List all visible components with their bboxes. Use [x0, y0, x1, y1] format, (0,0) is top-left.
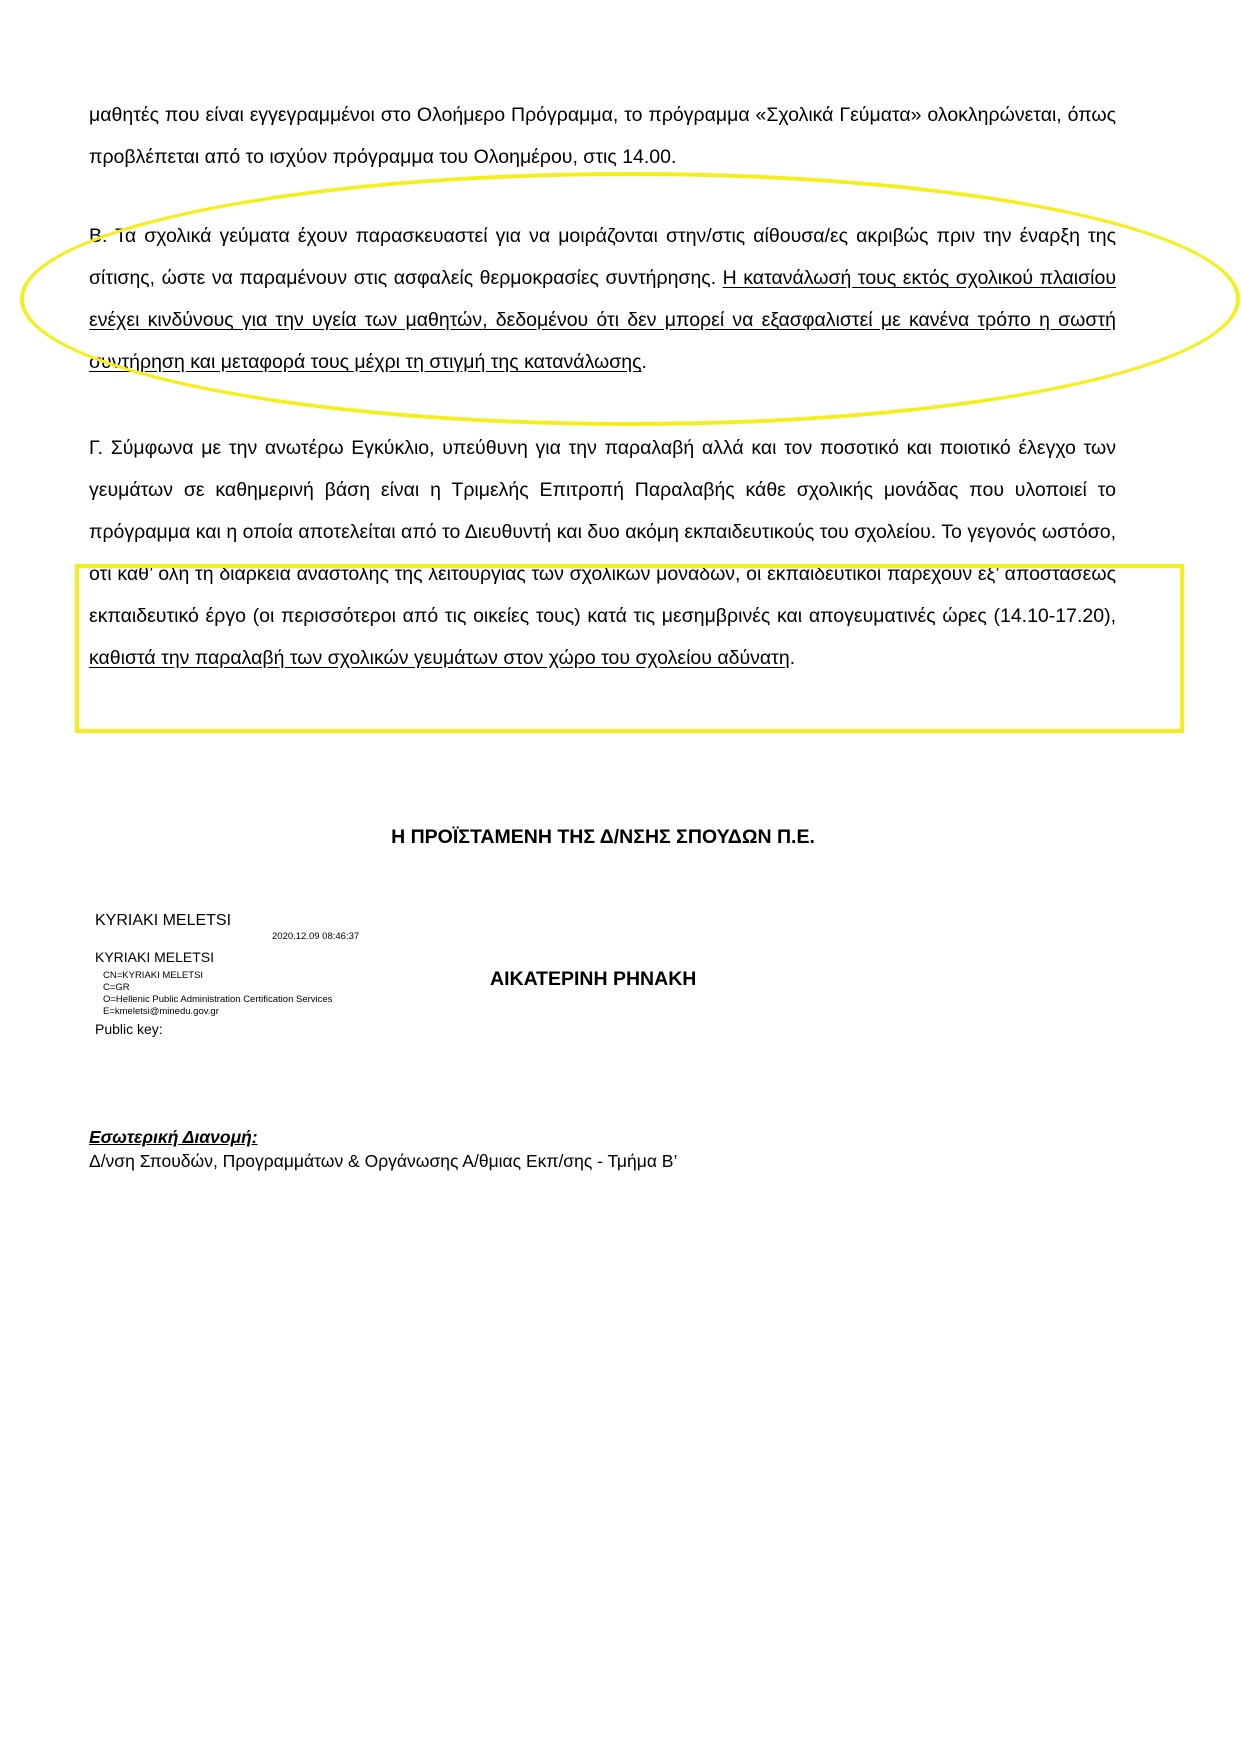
paragraph-c-end: .	[789, 647, 796, 669]
cert-organization: O=Hellenic Public Administration Certification Services	[103, 994, 333, 1005]
cert-email: E=kmeletsi@minedu.gov.gr	[103, 1006, 219, 1017]
cert-public-key: Public key:	[95, 1021, 163, 1037]
cert-timestamp: 2020.12.09 08:46:37	[272, 931, 360, 942]
paragraph-c-underlined: καθιστά την παραλαβή των σχολικών γευμάτων στον χώρο του σχολείου αδύνατη	[89, 647, 790, 669]
distribution-text: Δ/νση Σπουδών, Προγραμμάτων & Οργάνωσης Α/θμιας Εκπ/σης - Τμήμα Β’	[89, 1151, 678, 1171]
cert-signer-repeat: KYRIAKI MELETSI	[95, 949, 215, 965]
signature-title: Η ΠΡΟΪΣΤΑΜΕΝΗ ΤΗΣ Δ/ΝΣΗΣ ΣΠΟΥΔΩΝ Π.Ε.	[391, 826, 815, 848]
cert-cn: CN=KYRIAKI MELETSI	[103, 970, 204, 981]
paragraph-b-end: .	[641, 351, 647, 373]
cert-signer: KYRIAKI MELETSI	[95, 912, 232, 929]
paragraph-c-text: Γ. Σύμφωνα με την ανωτέρω Εγκύκλιο, υπεύθυνη για την παραλαβή αλλά και τον ποσοτικό και ποιοτικό έλεγχο των γευμάτων σε καθημερινή βάση είναι η Τριμελής Επιτροπή Παραλαβής κάθε σχολικής μονάδας που υλοποιεί το πρόγραμμα και η οποία αποτελείται από το Διευθυντή και δυο ακόμη εκπαιδευτικούς του σχολείου. Το γεγονός ωστόσο, ότι καθ’ όλη τη διάρκεια αναστολής της λειτουργίας των σχολικών μονάδων, οι εκπαιδευτικοί παρέχουν εξ’ αποστάσεως εκπαιδευτικό έργο (οι περισσότεροι από τις οικείες τους) κατά τις μεσημβρινές και απογευματινές ώρες (14.10-17.20),	[89, 437, 1116, 627]
paragraph-b-underlined: Η κατανάλωσή τους εκτός σχολικού πλαισίου ενέχει κινδύνους για την υγεία των μαθητών, δεδομένου ότι δεν μπορεί να εξασφαλιστεί με κανένα τρόπο η σωστή συντήρηση και μεταφορά τους μέχρι τη στιγμή της κατανάλωσης	[89, 267, 1116, 373]
paragraph-c	[89, 427, 1116, 679]
distribution-label: Εσωτερική Διανομή:	[89, 1127, 258, 1147]
signatory-name: ΑΙΚΑΤΕΡΙΝΗ ΡΗΝΑΚΗ	[490, 968, 697, 990]
paragraph-a-text: μαθητές που είναι εγγεγραμμένοι στο Ολοήμερο Πρόγραμμα, το πρόγραμμα «Σχολικά Γεύματα» ολοκληρώνεται, όπως προβλέπεται από το ισχύον πρόγραμμα του Ολοημέρου, στις 14.00.	[89, 104, 1116, 168]
cert-country: C=GR	[103, 982, 130, 993]
paragraph-b	[89, 215, 1116, 383]
paragraph-b-text: Β. Τα σχολικά γεύματα έχουν παρασκευαστεί για να μοιράζονται στην/στις αίθουσα/ες ακριβώς πριν την έναρξη της σίτισης, ώστε να παραμένουν στις ασφαλείς θερμοκρασίες συντήρησης.	[89, 225, 1116, 289]
paragraph-a	[89, 94, 1116, 178]
